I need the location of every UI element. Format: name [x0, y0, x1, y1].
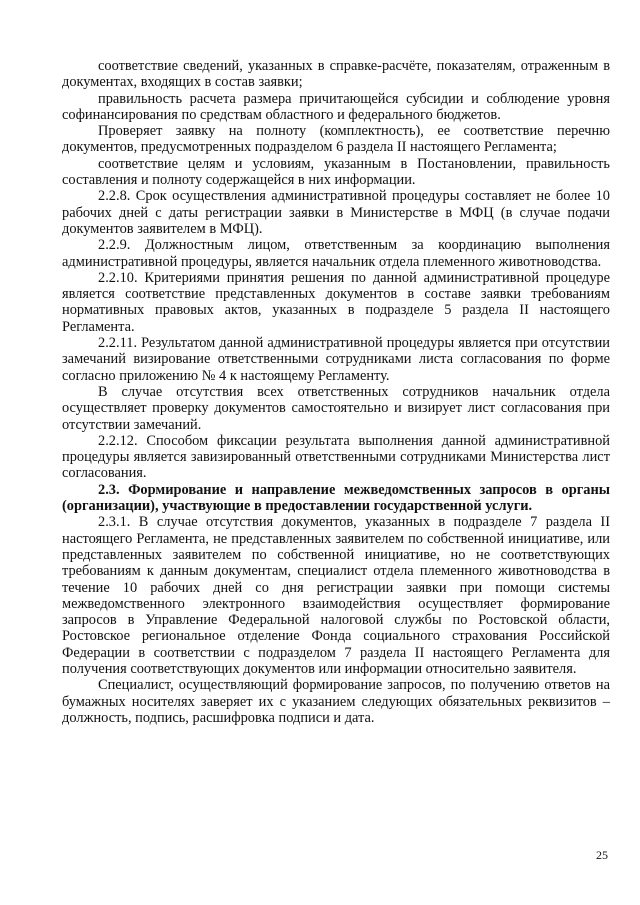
paragraph: Проверяет заявку на полноту (комплектность), ее соответствие перечню документов, предусмотренных подразделом 6 раздела II настоящего Регламента; [62, 123, 610, 156]
page-number: 25 [596, 848, 608, 862]
document-body [62, 58, 610, 726]
paragraph: 2.3.1. В случае отсутствия документов, указанных в подразделе 7 раздела II настоящего Регламента, не представленных заявителем по собственной инициативе, или представленных заявителем по собственной инициативе, но не соответствующих требованиям к данным документам, специалист отдела племенного животноводства в течение 10 рабочих дней со дня регистрации заявки при помощи системы межведомственного электронного взаимодействия осуществляет формирование запросов в Управление Федеральной налоговой службы по Ростовской области, Ростовское региональное отделение Фонда социального страхования Российской Федерации в соответствии с подразделом 7 раздела II настоящего Регламента для получения соответствующих документов или информации относительно заявителя. [62, 514, 610, 677]
paragraph: соответствие целям и условиям, указанным в Постановлении, правильность составления и полноту содержащейся в них информации. [62, 155, 610, 189]
paragraph: В случае отсутствия всех ответственных сотрудников начальник отдела осуществляет проверку документов самостоятельно и визирует лист согласования при отсутствии замечаний. [62, 383, 610, 433]
paragraph: 2.2.10. Критериями принятия решения по данной административной процедуре является соответствие представленных документов в составе заявки требованиям нормативных правовых актов, указанных в подразделе 5 раздела II настоящего Регламента. [62, 269, 610, 335]
paragraph: 2.2.12. Способом фиксации результата выполнения данной административной процедуры является завизированный ответственными сотрудниками Министерства лист согласования. [62, 432, 610, 482]
paragraph: 2.2.8. Срок осуществления административной процедуры составляет не более 10 рабочих дней с даты регистрации заявки в Министерстве в МФЦ (в случае подачи документов заявителем в МФЦ). [62, 188, 610, 237]
paragraph: Специалист, осуществляющий формирование запросов, по получению ответов на бумажных носителях заверяет их с указанием следующих обязательных реквизитов – должность, подпись, расшифровка подписи и дата. [62, 677, 610, 726]
paragraph: правильность расчета размера причитающейся субсидии и соблюдение уровня софинансирования по средствам областного и федерального бюджетов. [62, 90, 610, 123]
paragraph: 2.2.9. Должностным лицом, ответственным за координацию выполнения административной процедуры, является начальник отдела племенного животноводства. [62, 237, 610, 270]
paragraph: 2.2.11. Результатом данной административной процедуры является при отсутствии замечаний визирование ответственными сотрудниками листа согласования по форме согласно приложению № 4 к настоящему Регламенту. [62, 335, 610, 384]
section-heading: 2.3. Формирование и направление межведомственных запросов в органы (организации), участвующие в предоставлении государственной услуги. [62, 481, 610, 515]
paragraph: соответствие сведений, указанных в справке-расчёте, показателям, отраженным в документах, входящих в состав заявки; [62, 58, 610, 91]
